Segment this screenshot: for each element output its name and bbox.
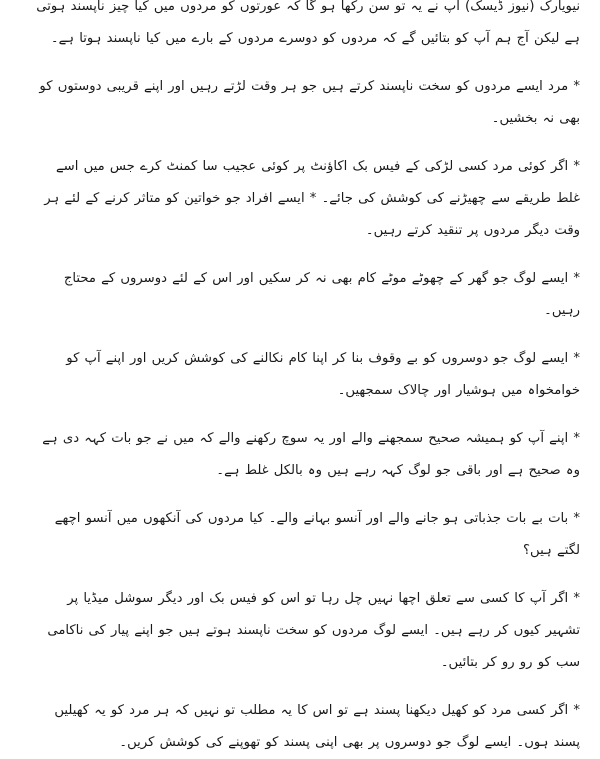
point-imposing-preferences: * اگر کسی مرد کو کھیل دیکھنا پسند ہے تو اس کا یہ مطلب تو نہیں کہ ہر مرد کو یہ کھیلیں پسند ہوں۔ ایسے لوگ جو دوسروں پر بھی اپنی پسند کو تھوپنے کی کوشش کریں۔ bbox=[54, 703, 580, 750]
point-always-right: * اپنے آپ کو ہمیشہ صحیح سمجھنے والے اور یہ سوچ رکھنے والے کہ میں نے جو بات کہہ دی ہے وہ صحیح ہے اور باقی جو لوگ کہہ رہے ہیں وہ بالکل غلط ہے۔ bbox=[42, 431, 580, 478]
point-facebook-comments: * اگر کوئی مرد کسی لڑکی کے فیس بک اکاؤنٹ پر کوئی عجیب سا کمنٹ کرے جس میں اسے غلط طریقے سے چھیڑنے کی کوشش کی جائے۔ * ایسے افراد جو خواتین کو متاثر کرنے کے لئے ہر وقت دیگر مردوں پر تنقید کرتے رہیں۔ bbox=[44, 159, 580, 238]
intro-paragraph: نیویارک (نیوز ڈیسک) آپ نے یہ تو سن رکھا ہو گا کہ عورتوں کو مردوں میں کیا چیز ناپسند ہوتی ہے لیکن آج ہم آپ کو بتائیں گے کہ مردوں کو دوسرے مردوں کے بارے میں کیا ناپسند ہوتا ہے۔ bbox=[36, 0, 580, 46]
point-household-chores: * ایسے لوگ جو گھر کے چھوٹے موٹے کام بھی نہ کر سکیں اور اس کے لئے دوسروں کے محتاج رہیں۔ bbox=[63, 271, 580, 318]
point-fighting: * مرد ایسے مردوں کو سخت ناپسند کرتے ہیں جو ہر وقت لڑتے رہیں اور اپنے قریبی دوستوں کو بھی نہ بخشیں۔ bbox=[39, 79, 580, 126]
point-social-media: * اگر آپ کا کسی سے تعلق اچھا نہیں چل رہا تو اس کو فیس بک اور دیگر سوشل میڈیا پر تشہیر کیوں کر رہے ہیں۔ ایسے لوگ مردوں کو سخت ناپسند ہوتے ہیں جو اپنے پیار کی ناکامی سب کو رو رو کر بتائیں۔ bbox=[47, 591, 580, 670]
point-emotional: * بات بے بات جذباتی ہو جانے والے اور آنسو بہانے والے۔ کیا مردوں کی آنکھوں میں آنسو اچھے لگتے ہیں؟ bbox=[54, 511, 580, 558]
point-fooling-others: * ایسے لوگ جو دوسروں کو بے وقوف بنا کر اپنا کام نکالنے کی کوشش کریں اور اپنے آپ کو خوامخواہ میں ہوشیار اور چالاک سمجھیں۔ bbox=[66, 351, 580, 398]
